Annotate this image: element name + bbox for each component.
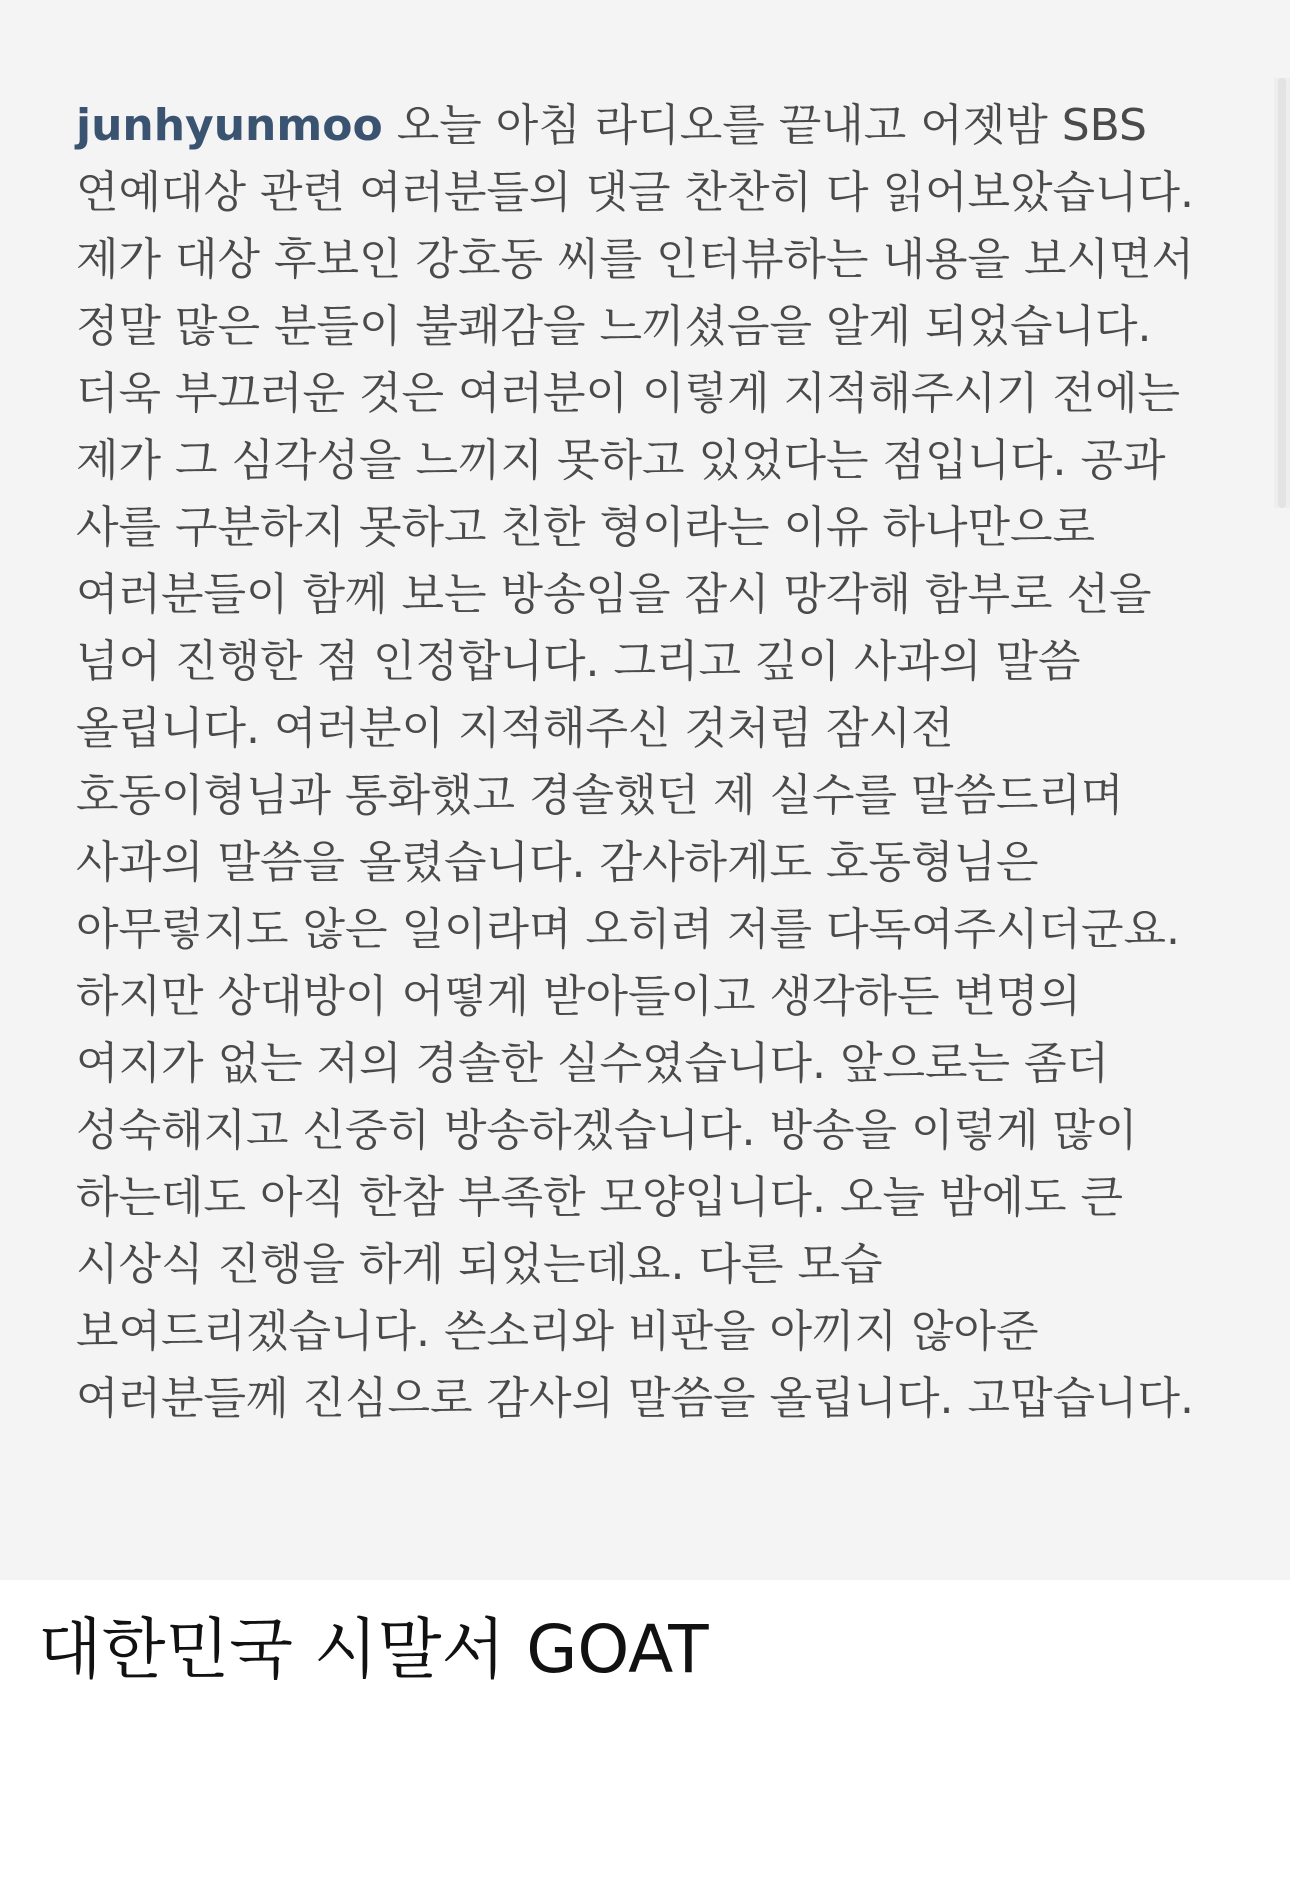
caption-text: 대한민국 시말서 GOAT [38,1611,709,1688]
post-line: 사과의 말씀을 올렸습니다. 감사하게도 호동형님은 [76,837,1039,888]
post-line: 시상식 진행을 하게 되었는데요. 다른 모습 [76,1239,883,1290]
post-line: 여러분들께 진심으로 감사의 말씀을 올립니다. 고맙습니다. [76,1373,1194,1424]
post-line: 올립니다. 여러분이 지적해주신 것처럼 잠시전 [76,703,954,754]
post-line: 하지만 상대방이 어떻게 받아들이고 생각하든 변명의 [76,971,1082,1022]
post-line: 하는데도 아직 한참 부족한 모양입니다. 오늘 밤에도 큰 [76,1172,1123,1223]
post-line: 제가 그 심각성을 느끼지 못하고 있었다는 점입니다. 공과 [76,435,1166,486]
post-first-line-text: 오늘 아침 라디오를 끝내고 어젯밤 SBS [396,100,1147,151]
post-line [76,92,1216,159]
post-line: 성숙해지고 신중히 방송하겠습니다. 방송을 이렇게 많이 [76,1105,1138,1156]
post-line: 넘어 진행한 점 인정합니다. 그리고 깊이 사과의 말씀 [76,636,1081,687]
post-line: 연예대상 관련 여러분들의 댓글 찬찬히 다 읽어보았습니다. [76,167,1194,218]
post-line: 호동이형님과 통화했고 경솔했던 제 실수를 말씀드리며 [76,770,1124,821]
post-line: 더욱 부끄러운 것은 여러분이 이렇게 지적해주시기 전에는 [76,368,1181,419]
scrollbar-thumb[interactable] [1278,78,1286,508]
post-line: 보여드리겠습니다. 쓴소리와 비판을 아끼지 않아준 [76,1306,1039,1357]
username-link[interactable]: junhyunmoo [76,100,383,151]
post-line: 정말 많은 분들이 불쾌감을 느끼셨음을 알게 되었습니다. [76,301,1152,352]
post-line: 여러분들이 함께 보는 방송임을 잠시 망각해 함부로 선을 [76,569,1152,620]
post-text [76,92,1216,1432]
scrollbar[interactable] [1274,78,1290,508]
post-line: 아무렇지도 않은 일이라며 오히려 저를 다독여주시더군요. [76,904,1181,955]
post-line: 제가 대상 후보인 강호동 씨를 인터뷰하는 내용을 보시면서 [76,234,1194,285]
post-line: 여지가 없는 저의 경솔한 실수였습니다. 앞으로는 좀더 [76,1038,1109,1089]
post-line: 사를 구분하지 못하고 친한 형이라는 이유 하나만으로 [76,502,1096,553]
